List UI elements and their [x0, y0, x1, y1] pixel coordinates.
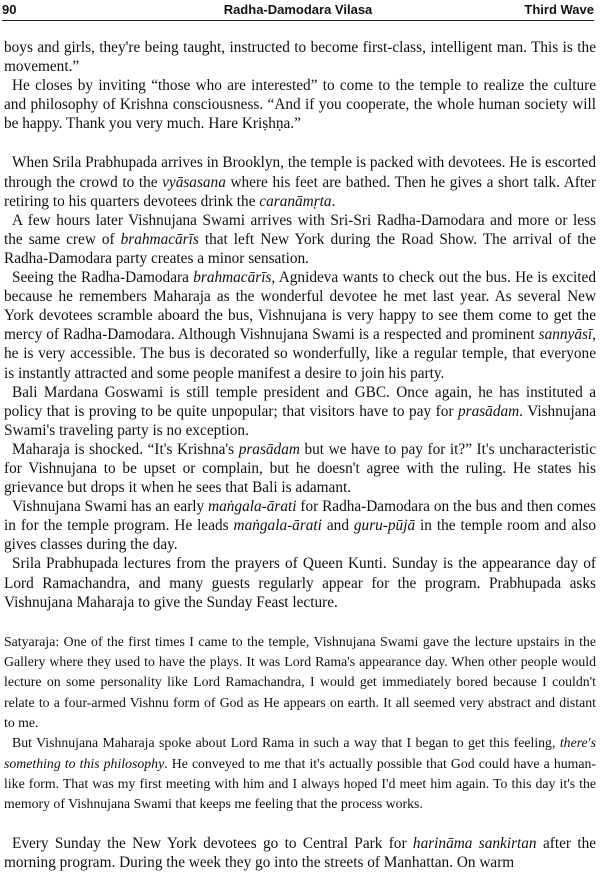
interview-quote: [4, 632, 596, 815]
paragraph: Seeing the Radha-Damodara brahmacārīs, Agnideva wants to check out the bus. He is excited because he remembers Maharaja as the wonderful devotee he met last year. As several New York devotees scramble aboard the bus, Vishnujana is very happy to see them come to get the mercy of Radha-Damodara. Although Vishnujana Swami is a respected and prominent sannyāsī, he is very accessible. The bus is decorated so wonderfully, like a regular temple, that everyone is instantly attracted and some people manifest a desire to join his party.: [4, 269, 596, 382]
paragraph: Srila Prabhupada lectures from the prayers of Queen Kunti. Sunday is the appearance day of Lord Ramachandra, and many guests regularly appear for the program. Prabhupada asks Vishnujana Maharaja to give the Sunday Feast lecture.: [4, 555, 596, 611]
page-body: [4, 38, 596, 873]
paragraph: Vishnujana Swami has an early maṅgala-ārati for Radha-Damodara on the bus and then comes in for the temple program. He leads maṅgala-ārati and guru-pūjā in the temple room and also gives classes during the day.: [4, 498, 596, 554]
paragraph: When Srila Prabhupada arrives in Brooklyn, the temple is packed with devotees. He is escorted through the crowd to the vyāsasana where his feet are bathed. Then he gives a short talk. After retiring to his quarters devotees drink the caranāmṛta.: [4, 154, 596, 210]
book-title: Radha-Damodara Vilasa: [223, 2, 373, 17]
paragraph: Maharaja is shocked. “It's Krishna's prasādam but we have to pay for it?” It's uncharacteristic for Vishnujana to be upset or complain, but he doesn't agree with the ruling. He states his grievance but drops it when he sees that Bali is adamant.: [4, 440, 596, 497]
running-header: [2, 0, 594, 21]
paragraph: A few hours later Vishnujana Swami arrives with Sri-Sri Radha-Damodara and more or less the same crew of brahmacārīs that left New York during the Road Show. The arrival of the Radha-Damodara party creates a minor sensation.: [4, 211, 596, 267]
section-break: [4, 814, 596, 834]
paragraph: Bali Mardana Goswami is still temple president and GBC. Once again, he has instituted a policy that is proving to be quite unpopular; that visitors have to pay for prasādam. Vishnujana Swami's traveling party is no exception.: [4, 383, 596, 439]
paragraph: Every Sunday the New York devotees go to Central Park for harināma sankirtan after the morning program. During the week they go into the streets of Manhattan. On warm: [4, 835, 597, 872]
section-break: [4, 133, 596, 153]
paragraph: boys and girls, they're being taught, instructed to become first-class, intelligent man. This is the movement.”: [4, 39, 596, 76]
chapter-title: Third Wave: [524, 2, 594, 17]
quote-paragraph: But Vishnujana Maharaja spoke about Lord Rama in such a way that I began to get this feeling, there's something to this philosophy. He conveyed to me that it's actually possible that God could have a human-like form. That was my first meeting with him and I always hoped I'd meet him again. To this day it's the memory of Vishnujana Swami that keeps me feeling that the process works.: [4, 735, 597, 812]
paragraph: He closes by inviting “those who are interested” to come to the temple to realize the culture and philosophy of Krishna consciousness. “And if you cooperate, the whole human society will be happy. Thank you very much. Hare Kriṣhṇa.”: [4, 77, 596, 133]
section-break: [4, 612, 596, 632]
quote-paragraph: Satyaraja: One of the first times I came to the temple, Vishnujana Swami gave the lecture upstairs in the Gallery where they used to have the plays. It was Lord Rama's appearance day. When other people would lecture on some personality like Lord Ramachandra, I would get immediately bored because I couldn't relate to a four-armed Vishnu form of God as He appears on earth. It all seemed very abstract and distant to me.: [4, 633, 596, 730]
page-number: 90: [2, 2, 17, 17]
